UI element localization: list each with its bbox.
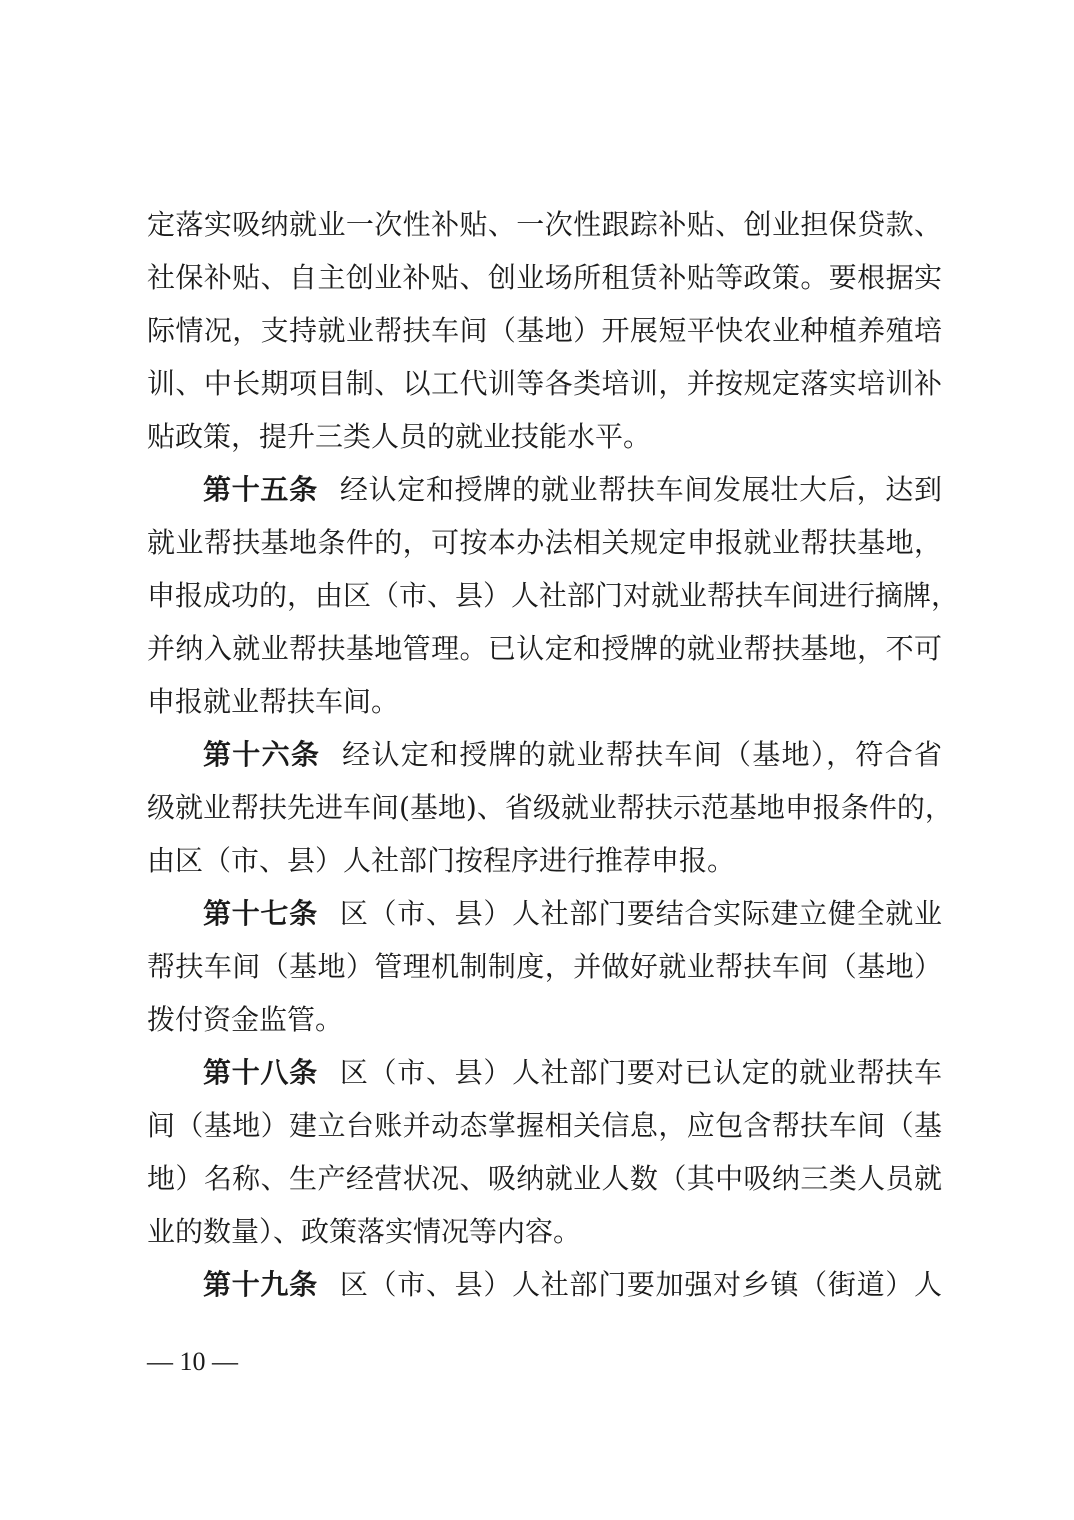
text-line: 间（基地）建立台账并动态掌握相关信息，应包含帮扶车间（基 xyxy=(147,1109,942,1142)
text-line: 申报就业帮扶车间。 xyxy=(147,685,400,718)
article-17-first-line xyxy=(147,887,942,940)
text-line: 就业帮扶基地条件的，可按本办法相关规定申报就业帮扶基地， xyxy=(147,526,942,559)
text-line: 际情况，支持就业帮扶车间（基地）开展短平快农业种植养殖培 xyxy=(147,314,942,347)
text-line: 定落实吸纳就业一次性补贴、一次性跟踪补贴、创业担保贷款、 xyxy=(147,208,942,241)
article-16-text: 经认定和授牌的就业帮扶车间（基地），符合省 xyxy=(342,738,942,771)
text-line: 训、中长期项目制、以工代训等各类培训，并按规定落实培训补 xyxy=(147,367,942,400)
text-line: 贴政策，提升三类人员的就业技能水平。 xyxy=(147,420,652,453)
article-19-text: 区（市、县）人社部门要加强对乡镇（街道）人 xyxy=(339,1268,942,1301)
article-17-text: 区（市、县）人社部门要结合实际建立健全就业 xyxy=(339,897,942,930)
page-number: — 10 — xyxy=(147,1347,238,1376)
text-line: 由区（市、县）人社部门按程序进行推荐申报。 xyxy=(147,844,736,877)
article-16-first-line xyxy=(147,728,942,781)
text-line: 业的数量）、政策落实情况等内容。 xyxy=(147,1215,582,1248)
article-16-heading: 第十六条 xyxy=(203,738,321,771)
text-line: 级就业帮扶先进车间(基地)、省级就业帮扶示范基地申报条件的， xyxy=(147,791,953,824)
text-line: 社保补贴、自主创业补贴、创业场所租赁补贴等政策。要根据实 xyxy=(147,261,942,294)
text-line: 拨付资金监管。 xyxy=(147,1003,344,1036)
article-18-first-line xyxy=(147,1046,942,1099)
article-19-first-line xyxy=(147,1258,942,1311)
text-line: 地）名称、生产经营状况、吸纳就业人数（其中吸纳三类人员就 xyxy=(147,1162,942,1195)
text-line: 帮扶车间（基地）管理机制制度，并做好就业帮扶车间（基地） xyxy=(147,950,942,983)
article-15-heading: 第十五条 xyxy=(203,473,318,506)
article-18-heading: 第十八条 xyxy=(203,1056,318,1089)
article-18-text: 区（市、县）人社部门要对已认定的就业帮扶车 xyxy=(339,1056,942,1089)
text-line: 并纳入就业帮扶基地管理。已认定和授牌的就业帮扶基地，不可 xyxy=(147,632,942,665)
article-19-heading: 第十九条 xyxy=(203,1268,318,1301)
document-body xyxy=(147,198,960,1311)
article-15-text: 经认定和授牌的就业帮扶车间发展壮大后，达到 xyxy=(339,473,942,506)
text-line: 申报成功的，由区（市、县）人社部门对就业帮扶车间进行摘牌， xyxy=(147,579,960,612)
article-17-heading: 第十七条 xyxy=(203,897,318,930)
article-15-first-line xyxy=(147,463,942,516)
